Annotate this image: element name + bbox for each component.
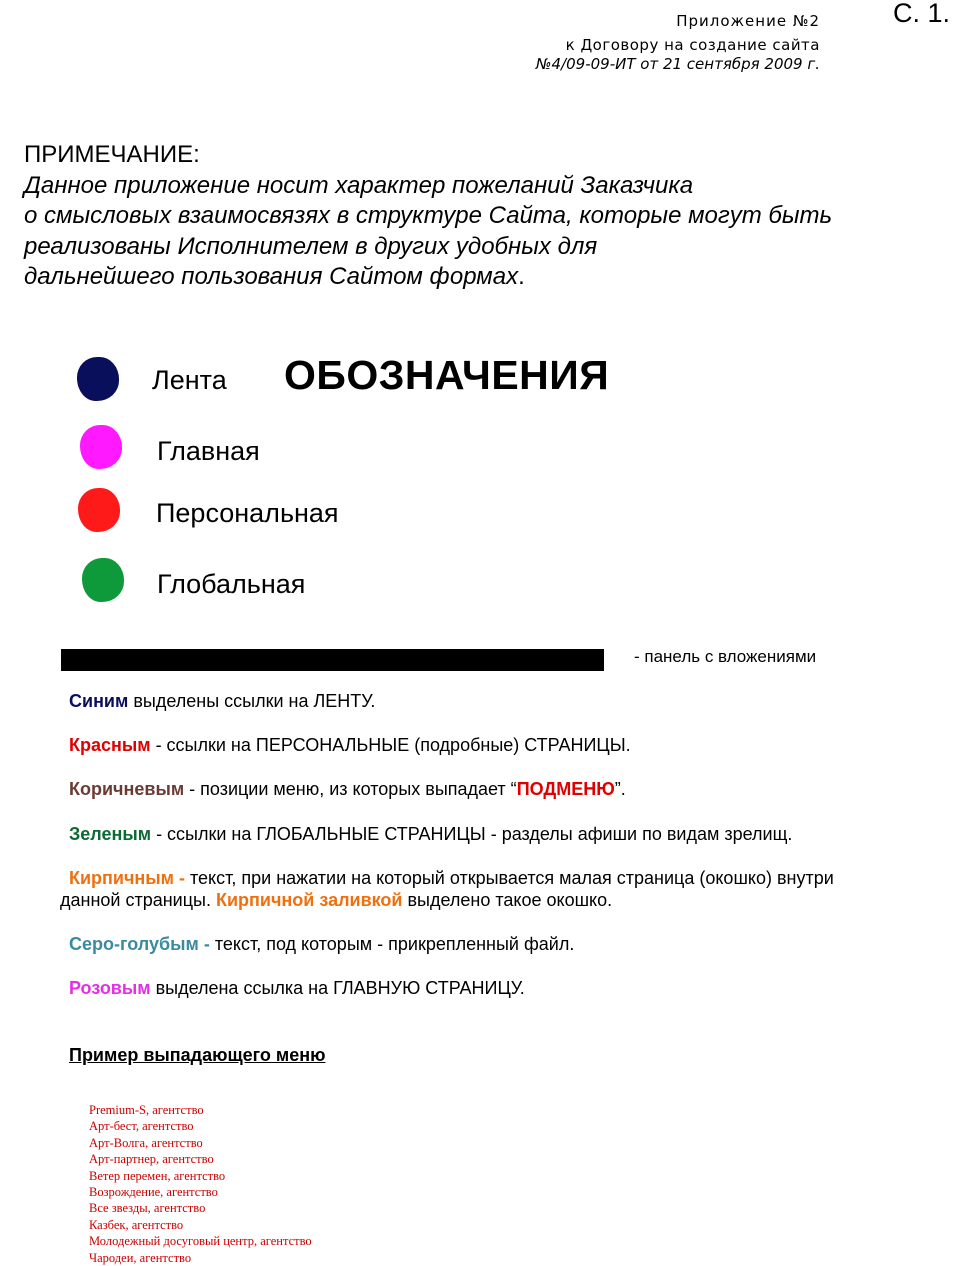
appendix-title: Приложение №2 [676,12,820,30]
submenu-keyword: ПОДМЕНЮ [516,779,615,799]
color-keyword: Розовым [69,978,151,998]
color-rule-red [69,735,631,756]
color-rule-text: текст, под которым - прикрепленный файл. [209,934,575,954]
feed-color-marker [77,357,119,401]
dropdown-menu-item[interactable]: Все звезды, агентство [89,1201,206,1216]
dropdown-menu-item[interactable]: Молодежный досуговый центр, агентство [89,1234,312,1249]
legend-label-feed: Лента [152,365,227,395]
legend-label-main: Главная [157,436,260,466]
dropdown-example-title: Пример выпадающего меню [69,1045,326,1065]
color-keyword: Коричневым [69,779,185,799]
color-rule-brick-cont [60,890,612,911]
note-period: . [518,263,525,290]
legend-title: ОБОЗНАЧЕНИЯ [284,352,610,398]
color-rule-text: данной страницы. [60,890,216,910]
note-line: реализованы Исполнителем в других удобных для [24,232,598,260]
attachments-panel-sample [61,649,604,671]
dropdown-menu-item[interactable]: Premium-S, агентство [89,1103,204,1117]
color-keyword: Кирпичной заливкой [215,890,403,910]
color-keyword: Красным [69,735,151,755]
color-rule-pink [69,978,525,999]
color-rule-text: текст, при нажатии на который открывается малая страница (окошко) внутри [185,868,834,888]
legend-label-personal: Персональная [156,498,339,528]
dropdown-menu-item[interactable]: Чародеи, агентство [89,1250,192,1265]
color-rule-text: выделено такое окошко. [402,890,613,910]
color-rule-green [69,824,792,845]
dropdown-example-list [89,1102,312,1266]
dropdown-menu-item[interactable]: Казбек, агентство [89,1217,184,1232]
dropdown-menu-item[interactable]: Арт-бест, агентство [89,1119,194,1134]
note-line: Данное приложение носит характер пожеланий Заказчика [24,171,694,199]
color-rule-text: - ссылки на ГЛОБАЛЬНЫЕ СТРАНИЦЫ - разделы афиши по видам зрелищ. [151,824,793,844]
color-rule-text: выделены ссылки на ЛЕНТУ. [128,691,376,711]
color-rule-text: ”. [614,779,626,799]
main-color-marker [80,425,122,469]
note-line [24,262,832,293]
dropdown-menu-item[interactable]: Ветер перемен, агентство [89,1168,226,1183]
color-rule-text: - ссылки на ПЕРСОНАЛЬНЫЕ (подробные) СТРАНИЦЫ. [150,735,631,755]
dropdown-menu-item[interactable]: Возрождение, агентство [89,1185,218,1200]
note-heading: ПРИМЕЧАНИЕ: [24,141,200,168]
color-keyword: Серо-голубым - [69,934,210,954]
personal-color-marker [78,488,120,532]
attachments-panel-label: - панель с вложениями [634,647,817,666]
color-rule-text: выделена ссылка на ГЛАВНУЮ СТРАНИЦУ. [150,978,525,998]
dropdown-menu-item[interactable]: Арт-партнер, агентство [89,1152,214,1167]
page-number: С. 1. [892,0,950,28]
color-rule-brown [69,779,626,800]
note-line: о смысловых взаимосвязях в структуре Сайта, которые могут быть [24,202,833,229]
note-line-text: дальнейшего пользования Сайтом формах [24,263,519,290]
global-color-marker [82,558,124,602]
color-rule-gray-blue [69,934,574,955]
color-keyword: Синим [69,691,129,711]
dropdown-menu-item[interactable]: Арт-Волга, агентство [89,1135,203,1150]
contract-reference: к Договору на создание сайта [565,36,820,54]
color-keyword: Кирпичным - [69,868,185,888]
note-block [24,140,832,293]
contract-number-date: №4/09-09-ИТ от 21 сентября 2009 г. [535,55,820,73]
legend-label-global: Глобальная [157,569,306,599]
color-rule-text: - позиции меню, из которых выпадает “ [184,779,517,799]
color-rule-blue [69,691,375,712]
color-keyword: Зеленым [69,824,152,844]
color-rule-brick [69,868,834,889]
